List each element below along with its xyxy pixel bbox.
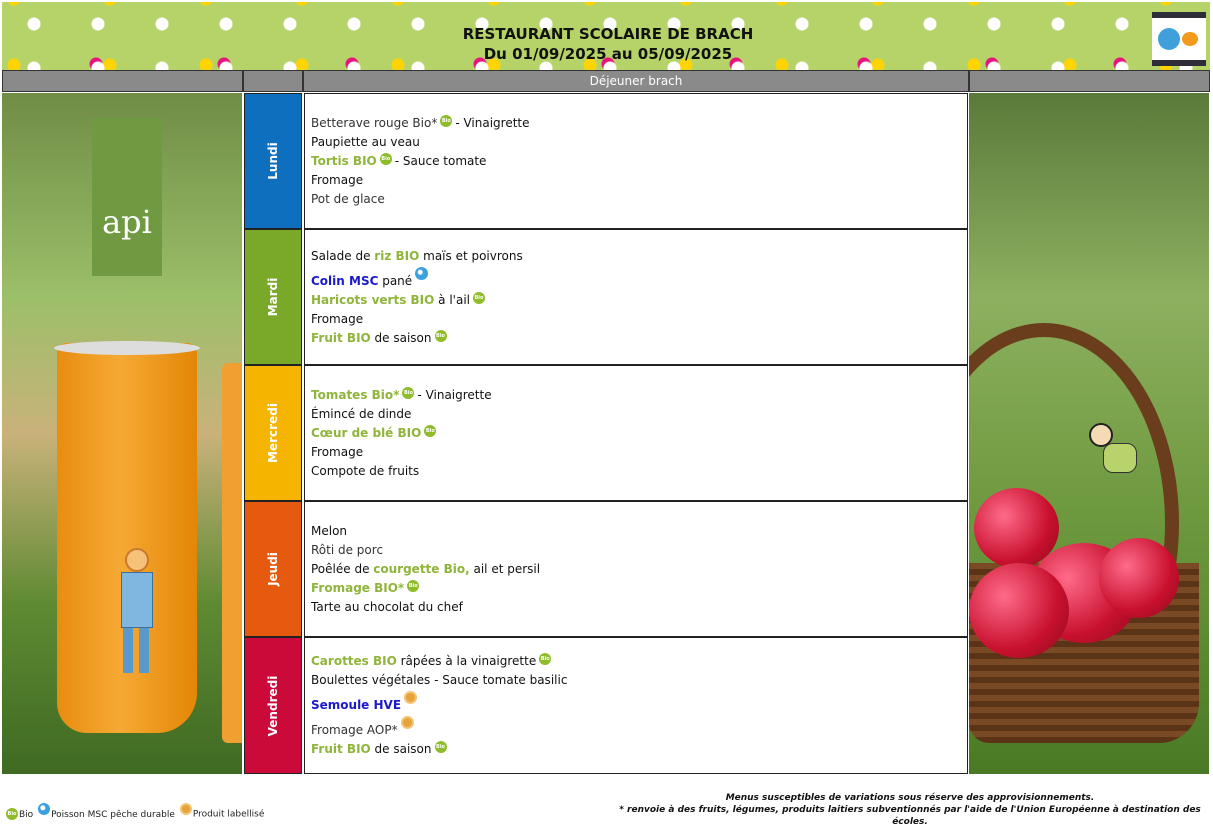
colhead-day-empty xyxy=(243,70,303,92)
menu-text: Fromage xyxy=(311,311,364,326)
bio-badge-icon: Bio xyxy=(402,387,414,399)
menu-text: à l'ail xyxy=(434,292,470,307)
day-cell-lundi xyxy=(244,93,302,229)
menu-item xyxy=(311,672,961,689)
api-logo: api xyxy=(92,118,162,276)
menu-text: Poêlée de xyxy=(311,561,374,576)
menu-text: Semoule HVE xyxy=(311,698,402,712)
menu-item xyxy=(311,653,961,670)
bio-badge-icon: Bio xyxy=(6,808,18,820)
child-illustration-icon xyxy=(117,548,157,678)
menu-text: riz BIO xyxy=(374,248,420,263)
day-cell-mardi xyxy=(244,229,302,365)
label-badge-icon xyxy=(404,691,417,704)
bio-badge-icon: Bio xyxy=(380,153,392,165)
menu-text: maïs et poivrons xyxy=(419,248,523,263)
header-banner xyxy=(2,2,1210,70)
menu-text: Compote de fruits xyxy=(311,463,420,478)
bio-badge-icon: Bio xyxy=(539,653,551,665)
footnote xyxy=(615,792,1205,828)
menu-item xyxy=(311,444,961,461)
menu-cell-lundi xyxy=(304,93,968,229)
day-label-mardi: Mardi xyxy=(266,277,280,317)
menu-item xyxy=(311,425,961,442)
msc-badge-icon xyxy=(38,803,50,815)
boot-rim-shape xyxy=(54,341,200,355)
menu-text: Fromage xyxy=(311,444,364,459)
menu-text: Tarte au chocolat du chef xyxy=(311,599,463,614)
legend-label: Produit labellisé xyxy=(192,809,265,820)
apple-icon xyxy=(969,563,1069,658)
bio-badge-icon: Bio xyxy=(435,330,447,342)
menu-item xyxy=(311,191,961,208)
menu-item xyxy=(311,115,961,132)
menu-item xyxy=(311,523,961,540)
day-cell-mercredi xyxy=(244,365,302,501)
partner-logo-icon xyxy=(1152,12,1206,66)
menu-item xyxy=(311,716,961,739)
day-cell-vendredi xyxy=(244,637,302,774)
menu-text: Betterave rouge Bio* xyxy=(311,115,438,130)
menu-item xyxy=(311,741,961,758)
menu-text: Tortis BIO xyxy=(311,153,377,168)
menu-text: Boulettes végétales - Sauce tomate basilic xyxy=(311,673,568,687)
menu-text: Fromage AOP* xyxy=(311,723,398,737)
day-label-vendredi: Vendredi xyxy=(266,675,280,736)
menu-text: Haricots verts BIO xyxy=(311,292,435,307)
bio-badge-icon: Bio xyxy=(407,580,419,592)
menu-text: Cœur de blé BIO xyxy=(311,425,422,440)
menu-item xyxy=(311,691,961,714)
menu-text: râpées à la vinaigrette xyxy=(396,654,537,668)
menu-text: pané xyxy=(378,273,413,288)
menu-item xyxy=(311,267,961,290)
date-range: Du 01/09/2025 au 05/09/2025 xyxy=(483,45,733,63)
menu-item xyxy=(311,172,961,189)
menu-text: Émincé de dinde xyxy=(311,406,412,421)
menu-text: courgette Bio, xyxy=(373,561,470,576)
menu-item xyxy=(311,311,961,328)
menu-text: Fromage xyxy=(311,172,364,187)
apple-basket-photo xyxy=(969,93,1209,774)
menu-text: - Vinaigrette xyxy=(417,387,492,402)
menu-text: Pot de glace xyxy=(311,191,385,206)
label-badge-icon xyxy=(180,803,192,815)
climbing-child-icon xyxy=(1089,423,1139,483)
menu-text: ail et persil xyxy=(469,561,541,576)
bio-badge-icon: Bio xyxy=(435,741,447,753)
msc-badge-icon xyxy=(415,267,428,280)
menu-item xyxy=(311,599,961,616)
menu-item xyxy=(311,580,961,597)
menu-item xyxy=(311,292,961,309)
legend-bio: Bio xyxy=(19,809,34,820)
bio-badge-icon: Bio xyxy=(424,425,436,437)
footnote-line1: Menus susceptibles de variations sous réserve des approvisionnements. xyxy=(725,793,1095,803)
restaurant-title: RESTAURANT SCOLAIRE DE BRACH xyxy=(462,25,754,43)
menu-item xyxy=(311,248,961,265)
menu-text: Paupiette au veau xyxy=(311,134,420,149)
legend xyxy=(6,803,264,820)
menu-text: Melon xyxy=(311,523,348,538)
menu-item xyxy=(311,561,961,578)
menu-text: Carottes BIO xyxy=(311,654,397,668)
menu-text: Colin MSC xyxy=(311,273,379,288)
apple-icon xyxy=(1099,538,1179,618)
menu-item xyxy=(311,387,961,404)
colhead-right-empty xyxy=(969,70,1210,92)
menu-text: - Sauce tomate xyxy=(394,153,487,168)
day-label-jeudi: Jeudi xyxy=(266,552,280,586)
second-boot-shape xyxy=(222,363,242,743)
menu-item xyxy=(311,542,961,559)
menu-text: Fruit BIO xyxy=(311,742,371,756)
menu-text: de saison xyxy=(370,330,432,345)
menu-item xyxy=(311,330,961,347)
page-title xyxy=(302,24,914,64)
day-label-mercredi: Mercredi xyxy=(266,403,280,463)
menu-text: Tomates Bio* xyxy=(311,387,400,402)
colhead-left-empty xyxy=(2,70,243,92)
menu-cell-mercredi xyxy=(304,365,968,501)
menu-item xyxy=(311,406,961,423)
bio-badge-icon: Bio xyxy=(440,115,452,127)
menu-text: Fromage BIO* xyxy=(311,580,405,595)
menu-item xyxy=(311,153,961,170)
bio-badge-icon: Bio xyxy=(473,292,485,304)
legend-msc: Poisson MSC pêche durable xyxy=(51,809,175,820)
menu-text: Rôti de porc xyxy=(311,542,384,557)
menu-cell-jeudi xyxy=(304,501,968,637)
day-cell-jeudi xyxy=(244,501,302,637)
menu-text: - Vinaigrette xyxy=(455,115,530,130)
menu-cell-vendredi xyxy=(304,637,968,774)
colhead-dejeuner: Déjeuner brach xyxy=(303,70,969,92)
menu-cell-mardi xyxy=(304,229,968,365)
menu-item xyxy=(311,463,961,480)
menu-text: Fruit BIO xyxy=(311,330,371,345)
boots-photo xyxy=(2,93,242,774)
footnote-line2: * renvoie à des fruits, légumes, produits laitiers subventionnés par l'aide de l'Union Européenne à destination des écoles. xyxy=(619,805,1201,827)
label-badge-icon xyxy=(401,716,414,729)
menu-item xyxy=(311,134,961,151)
menu-text: Salade de xyxy=(311,248,375,263)
menu-text: de saison xyxy=(370,742,432,756)
day-label-lundi: Lundi xyxy=(266,142,280,180)
